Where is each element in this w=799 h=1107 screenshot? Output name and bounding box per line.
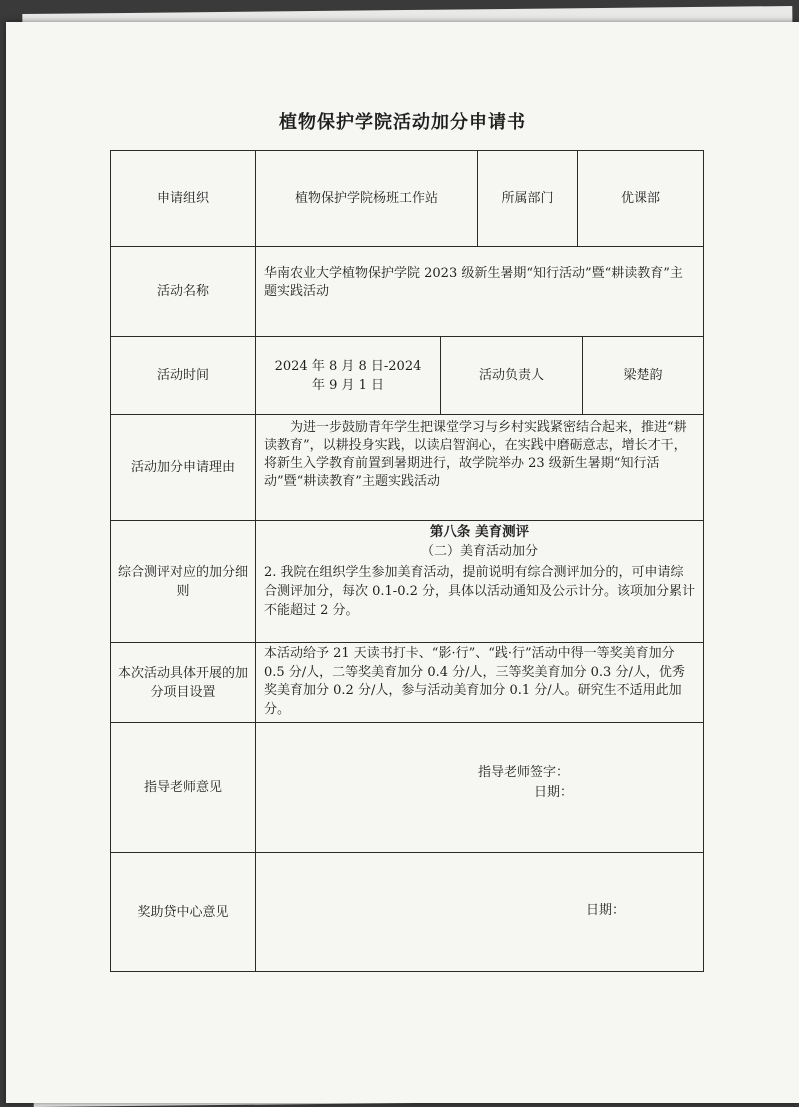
row-center	[111, 853, 703, 971]
row-items	[111, 643, 703, 723]
label-activity-time: 活动时间	[111, 337, 256, 414]
value-organization: 植物保护学院杨班工作站	[256, 151, 478, 246]
document-page	[6, 22, 799, 1103]
row-teacher	[111, 723, 703, 853]
rule-subheading: （二）美育活动加分	[420, 544, 538, 559]
value-reason: 为进一步鼓励青年学生把课堂学习与乡村实践紧密结合起来，推进“耕读教育”，以耕投身实践，以读启智润心，在实践中磨砺意志，增长才干，将新生入学教育前置到暑期进行，故学院举办 23 级新生暑期“知行活动”暨“耕读教育”主题实践活动	[264, 420, 687, 489]
document-title: 植物保护学院活动加分申请书	[279, 112, 526, 133]
rule-text: 2. 我院在组织学生参加美育活动，提前说明有综合测评加分的，可申请综合测评加分，每次 0.1-0.2 分，具体以活动通知及公示计分。该项加分累计不能超过 2 分。	[264, 565, 696, 618]
label-rule: 综合测评对应的加分细则	[111, 521, 256, 642]
value-activity-name: 华南农业大学植物保护学院 2023 级新生暑期“知行活动”暨“耕读教育”主题实践活动	[264, 266, 683, 299]
value-items: 本活动给予 21 天读书打卡、“影·行”、“践·行”活动中得一等奖美育加分 0.5 分/人，二等奖美育加分 0.4 分/人，三等奖美育加分 0.3 分/人，优秀奖美育加分 0.2 分/人，参与活动美育加分 0.1 分/人。研究生不适用此加分。	[264, 646, 685, 717]
row-reason	[111, 415, 703, 521]
label-leader: 活动负责人	[441, 337, 583, 414]
label-center: 奖助贷中心意见	[111, 853, 256, 971]
row-activity-name	[111, 247, 703, 337]
time-line-2: 年 9 月 1 日	[311, 377, 385, 393]
row-organization	[111, 151, 703, 247]
label-activity-name: 活动名称	[111, 247, 256, 336]
label-department: 所属部门	[478, 151, 578, 246]
label-items: 本次活动具体开展的加分项目设置	[111, 643, 256, 722]
value-teacher	[256, 723, 703, 852]
rule-heading: 第八条 美育测评	[429, 524, 530, 540]
label-organization: 申请组织	[111, 151, 256, 246]
label-teacher: 指导老师意见	[111, 723, 256, 852]
value-leader: 梁楚韵	[623, 368, 663, 383]
value-department: 优课部	[620, 191, 660, 206]
center-date-label: 日期：	[586, 903, 626, 918]
teacher-signature-label: 指导老师签字：	[478, 765, 570, 780]
value-rule	[256, 521, 703, 642]
application-form	[110, 150, 704, 972]
value-activity-time	[256, 337, 441, 414]
label-reason: 活动加分申请理由	[111, 415, 256, 520]
value-center	[256, 853, 703, 971]
row-rule	[111, 521, 703, 643]
time-line-1: 2024 年 8 月 8 日-2024	[274, 358, 422, 374]
teacher-date-label: 日期：	[534, 785, 574, 800]
row-activity-time	[111, 337, 703, 415]
